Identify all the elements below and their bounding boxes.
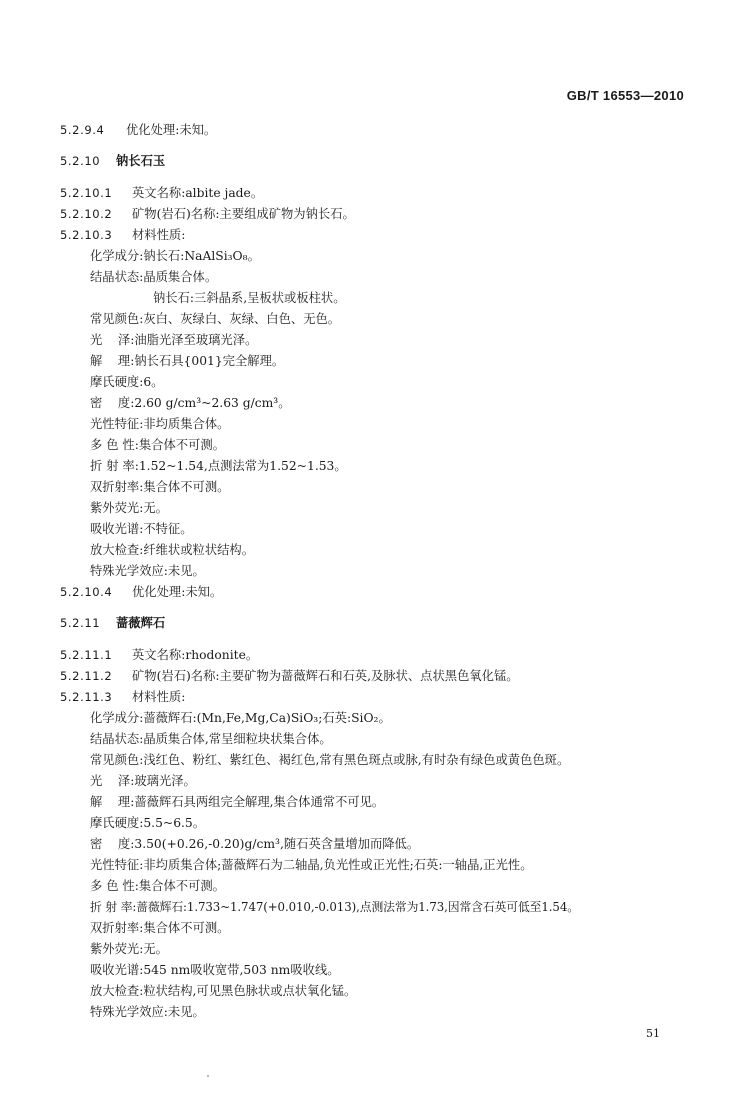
clause-5-2-10-4 xyxy=(60,584,222,600)
property-crystal-state: 结晶状态:晶质集合体。 xyxy=(90,270,218,284)
standard-code: GB/T 16553—2010 xyxy=(566,88,684,103)
property-color: 常见颜色:灰白、灰绿白、灰绿、白色、无色。 xyxy=(90,312,341,326)
property-magnification: 放大检查:纤维状或粒状结构。 xyxy=(90,543,255,557)
property-optical-character: 光性特征:非均质集合体;蔷薇辉石为二轴晶,负光性或正光性;石英:一轴晶,正光性。 xyxy=(90,858,533,872)
section-title: 钠长石玉 xyxy=(116,153,166,168)
property-refractive-index: 折 射 率:1.52~1.54,点测法常为1.52~1.53。 xyxy=(90,459,347,473)
property-crystal-state: 结晶状态:晶质集合体,常呈细粒块状集合体。 xyxy=(90,732,332,746)
clause-number: 5.2.10.4 xyxy=(60,585,113,599)
property-birefringence: 双折射率:集合体不可测。 xyxy=(90,480,230,494)
property-pleochroism: 多 色 性:集合体不可测。 xyxy=(90,879,225,893)
property-chemical-composition: 化学成分:钠长石:NaAlSi₃O₈。 xyxy=(90,249,260,263)
property-birefringence: 双折射率:集合体不可测。 xyxy=(90,921,230,935)
clause-number: 5.2.10.1 xyxy=(60,186,113,200)
property-luster: 光 泽:玻璃光泽。 xyxy=(90,774,196,788)
property-hardness: 摩氏硬度:5.5~6.5。 xyxy=(90,816,206,830)
clause-number: 5.2.10 xyxy=(60,154,101,168)
clause-5-2-10-3 xyxy=(60,227,185,243)
property-luster: 光 泽:油脂光泽至玻璃光泽。 xyxy=(90,333,258,347)
clause-number: 5.2.11.1 xyxy=(60,648,113,662)
property-special-optical-effect: 特殊光学效应:未见。 xyxy=(90,564,205,578)
property-refractive-index: 折 射 率:蔷薇辉石:1.733~1.747(+0.010,-0.013),点测法常为1.73,因常含石英可低至1.54。 xyxy=(90,900,579,914)
clause-text: 矿物(岩石)名称:主要组成矿物为钠长石。 xyxy=(132,207,355,221)
clause-5-2-9-4 xyxy=(60,122,216,138)
property-density: 密 度:3.50(+0.26,-0.20)g/cm³,随石英含量增加而降低。 xyxy=(90,837,420,851)
property-special-optical-effect: 特殊光学效应:未见。 xyxy=(90,1005,205,1019)
clause-5-2-10-1 xyxy=(60,185,263,201)
clause-number: 5.2.11.2 xyxy=(60,669,113,683)
property-uv-fluorescence: 紫外荧光:无。 xyxy=(90,942,168,956)
clause-text: 矿物(岩石)名称:主要矿物为蔷薇辉石和石英,及脉状、点状黑色氧化锰。 xyxy=(132,669,519,683)
section-heading-5-2-11 xyxy=(60,615,165,631)
property-color: 常见颜色:浅红色、粉红、紫红色、褐红色,常有黑色斑点或脉,有时杂有绿色或黄色色斑。 xyxy=(90,753,570,767)
property-cleavage: 解 理:钠长石具{001}完全解理。 xyxy=(90,354,285,368)
clause-text: 优化处理:未知。 xyxy=(126,123,217,137)
property-absorption-spectrum: 吸收光谱:545 nm吸收宽带,503 nm吸收线。 xyxy=(90,963,340,977)
clause-number: 5.2.10.3 xyxy=(60,228,113,242)
clause-5-2-10-2 xyxy=(60,206,355,222)
clause-text: 材料性质: xyxy=(132,690,186,704)
clause-number: 5.2.11 xyxy=(60,616,101,630)
property-hardness: 摩氏硬度:6。 xyxy=(90,375,164,389)
clause-5-2-11-1 xyxy=(60,647,258,663)
property-cleavage: 解 理:蔷薇辉石具两组完全解理,集合体通常不可见。 xyxy=(90,795,385,809)
clause-text: 材料性质: xyxy=(132,228,186,242)
clause-number: 5.2.11.3 xyxy=(60,690,113,704)
clause-number: 5.2.10.2 xyxy=(60,207,113,221)
page-number: 51 xyxy=(646,1027,660,1040)
scan-speck xyxy=(207,1075,209,1077)
clause-5-2-11-2 xyxy=(60,668,519,684)
clause-number: 5.2.9.4 xyxy=(60,123,105,137)
property-chemical-composition: 化学成分:蔷薇辉石:(Mn,Fe,Mg,Ca)SiO₃;石英:SiO₂。 xyxy=(90,711,391,725)
clause-text: 英文名称:rhodonite。 xyxy=(132,648,259,662)
section-title: 蔷薇辉石 xyxy=(116,615,166,630)
clause-text: 英文名称:albite jade。 xyxy=(132,186,264,200)
property-uv-fluorescence: 紫外荧光:无。 xyxy=(90,501,168,515)
property-density: 密 度:2.60 g/cm³~2.63 g/cm³。 xyxy=(90,396,291,410)
property-absorption-spectrum: 吸收光谱:不特征。 xyxy=(90,522,193,536)
clause-5-2-11-3 xyxy=(60,689,185,705)
property-magnification: 放大检查:粒状结构,可见黑色脉状或点状氧化锰。 xyxy=(90,984,357,998)
property-crystal-system-detail: 钠长石:三斜晶系,呈板状或板柱状。 xyxy=(153,291,346,305)
section-heading-5-2-10 xyxy=(60,153,165,169)
clause-text: 优化处理:未知。 xyxy=(132,585,223,599)
property-optical-character: 光性特征:非均质集合体。 xyxy=(90,417,230,431)
property-pleochroism: 多 色 性:集合体不可测。 xyxy=(90,438,225,452)
